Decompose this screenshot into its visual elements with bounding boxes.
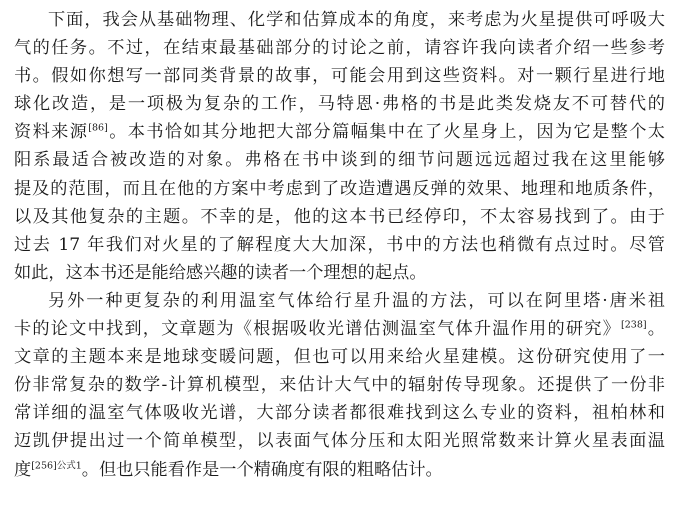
text-line: 气的任务。不过，在结束最基础部分的讨论之前，请容许我向读者介绍一些参考: [14, 38, 665, 59]
text-fragment: 卡的论文中找到，文章题为《根据吸收光谱估测温室气体升温作用的研究》: [14, 319, 622, 340]
text-fragment: 。本书恰如其分地把大部分篇幅集中在了火星身上，因为它是整个太: [107, 122, 665, 143]
text-line: 提及的范围，而且在他的方案中考虑到了改造遭遇反弹的效果、地理和地质条件，: [14, 178, 665, 199]
text-line: 另外一种更复杂的利用温室气体给行星升温的方法，可以在阿里塔·唐米祖: [48, 290, 665, 311]
text-line: 常详细的温室气体吸收光谱，大部分读者都很难找到这么专业的资料，祖柏林和: [14, 403, 665, 424]
text-line: 份非常复杂的数学-计算机模型，来估计大气中的辐射传导现象。还提供了一份非: [14, 375, 665, 396]
paragraph-greenhouse-gas-methods: [14, 287, 665, 484]
text-line: 过去 17 年我们对火星的了解程度大大加深，书中的方法也稍微有点过时。尽管: [14, 234, 665, 255]
text-line: 书。假如你想写一部同类背景的故事，可能会用到这些资料。对一颗行星进行地: [14, 66, 665, 87]
text-line: [14, 315, 665, 343]
text-line: 以及其他复杂的主题。不幸的是，他的这本书已经停印，不太容易找到了。由于: [14, 206, 665, 227]
text-fragment: 资料来源: [14, 122, 89, 143]
text-line: 下面，我会从基础物理、化学和估算成本的角度，来考虑为火星提供可呼吸大: [48, 10, 665, 30]
text-line: 迈凯伊提出过一个简单模型，以表面气体分压和太阳光照常数来计算火星表面温: [14, 431, 665, 452]
text-line: 如此，这本书还是能给感兴趣的读者一个理想的起点。: [14, 262, 427, 283]
citation-238: [238]: [621, 319, 647, 331]
text-fragment: 。但也只能看作是一个精确度有限的粗略估计。: [81, 459, 443, 480]
citation-86: [86]: [88, 122, 108, 134]
book-page: [14, 6, 665, 484]
text-line: 球化改造，是一项极为复杂的工作，马特恩·弗格的书是此类发烧友不可替代的: [14, 94, 665, 115]
citation-256-formula-1: [256]公式1: [31, 459, 82, 471]
text-line: 阳系最适合被改造的对象。弗格在书中谈到的细节问题远远超过我在这里能够: [14, 150, 665, 171]
text-line: 文章的主题本来是地球变暖问题，但也可以用来给火星建模。这份研究使用了一: [14, 347, 665, 368]
paragraph-mars-atmosphere-references: [14, 6, 665, 287]
text-line: [14, 456, 665, 484]
text-fragment: 度: [14, 459, 32, 480]
text-fragment: 。: [646, 319, 665, 340]
text-line: [14, 118, 665, 146]
